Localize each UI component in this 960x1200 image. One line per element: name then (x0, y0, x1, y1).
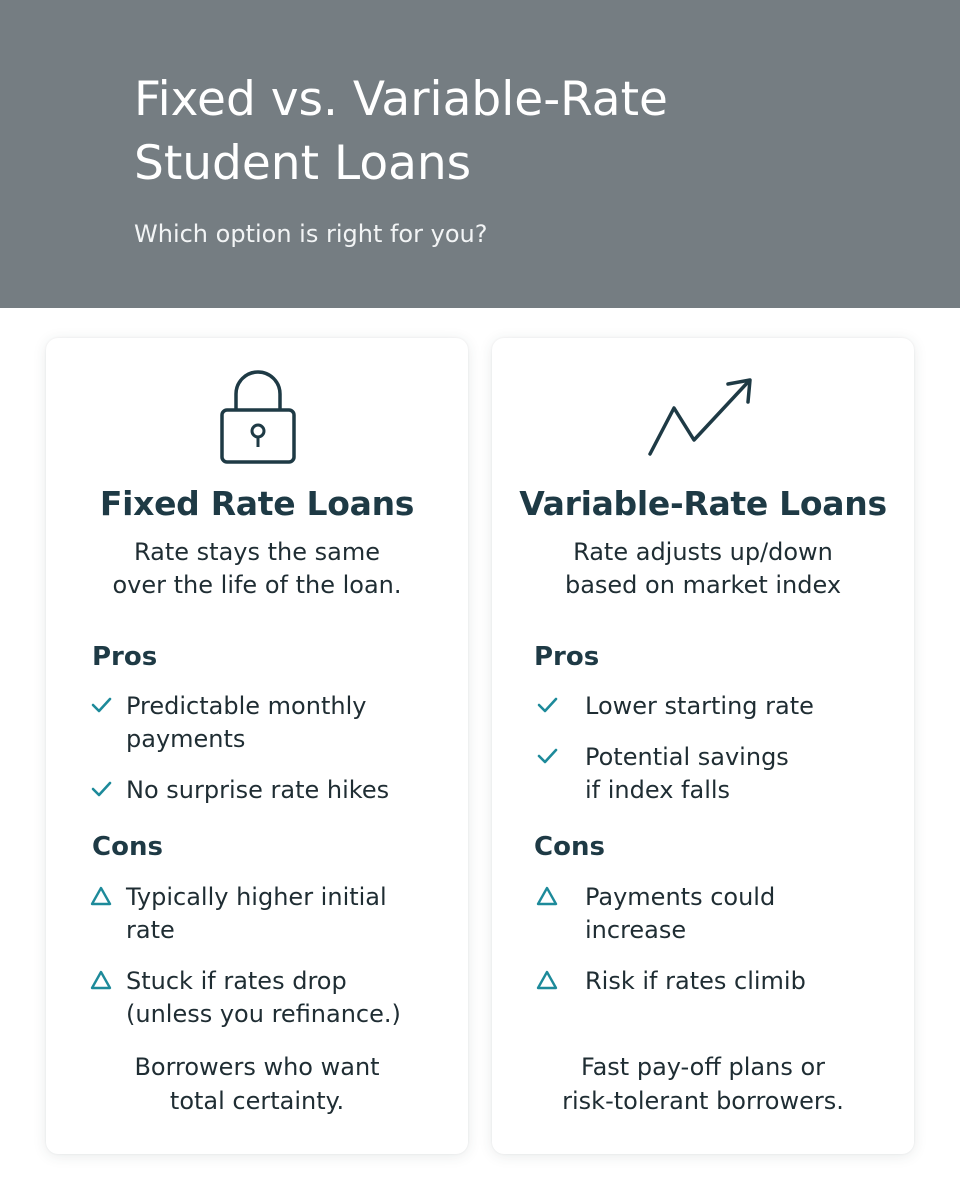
fixed-rate-card (46, 338, 468, 1154)
warning-triangle-icon (536, 885, 558, 907)
check-icon (536, 694, 558, 716)
variable-con-1-line-1: Payments could (585, 883, 776, 911)
fixed-pro-2-line-1: No surprise rate hikes (126, 776, 390, 804)
fixed-desc-line-2: over the life of the loan. (112, 571, 402, 599)
padlock-icon (218, 366, 298, 470)
page-title-line-1: Fixed vs. Variable-Rate (134, 72, 668, 127)
variable-pros-heading: Pros (534, 642, 600, 672)
fixed-con-2-line-2: (unless you refinance.) (126, 1000, 401, 1028)
variable-footer-line-2: risk-tolerant borrowers. (562, 1087, 844, 1115)
fixed-rate-title: Fixed Rate Loans (99, 484, 415, 523)
variable-best-for (492, 1050, 914, 1118)
variable-desc-line-2: based on market index (564, 571, 842, 599)
check-icon (90, 778, 112, 800)
check-icon (536, 745, 558, 767)
variable-rate-title: Variable-Rate Loans (519, 484, 887, 523)
fixed-cons-heading: Cons (92, 832, 163, 862)
variable-rate-description (492, 536, 914, 602)
fixed-pro-1-line-2: payments (126, 725, 246, 753)
page-subtitle: Which option is right for you? (134, 220, 488, 248)
variable-pro-2-line-2: if index falls (585, 776, 731, 804)
fixed-con-2-line-1: Stuck if rates drop (126, 967, 347, 995)
warning-triangle-icon (536, 969, 558, 991)
fixed-desc-line-1: Rate stays the same (134, 538, 380, 566)
fixed-best-for (46, 1050, 468, 1118)
variable-desc-line-1: Rate adjusts up/down (573, 538, 833, 566)
trend-up-icon (644, 376, 760, 464)
fixed-footer-line-1: Borrowers who want (134, 1053, 380, 1081)
fixed-rate-description (46, 536, 468, 602)
variable-cons-heading: Cons (534, 832, 605, 862)
fixed-pros-heading: Pros (92, 642, 158, 672)
variable-rate-card (492, 338, 914, 1154)
check-icon (90, 694, 112, 716)
fixed-con-1-line-1: Typically higher initial (126, 883, 387, 911)
fixed-footer-line-2: total certainty. (169, 1087, 345, 1115)
fixed-pro-1-line-1: Predictable monthly (126, 692, 367, 720)
warning-triangle-icon (90, 885, 112, 907)
variable-con-2-line-1: Risk if rates climib (585, 967, 806, 995)
variable-pro-1-line-1: Lower starting rate (585, 692, 814, 720)
header-banner (0, 0, 960, 308)
page-title (134, 68, 894, 196)
variable-con-1-line-2: increase (585, 916, 687, 944)
fixed-con-1-line-2: rate (126, 916, 175, 944)
variable-footer-line-1: Fast pay-off plans or (580, 1053, 826, 1081)
page-title-line-2: Student Loans (134, 136, 472, 191)
warning-triangle-icon (90, 969, 112, 991)
variable-pro-2-line-1: Potential savings (585, 743, 789, 771)
